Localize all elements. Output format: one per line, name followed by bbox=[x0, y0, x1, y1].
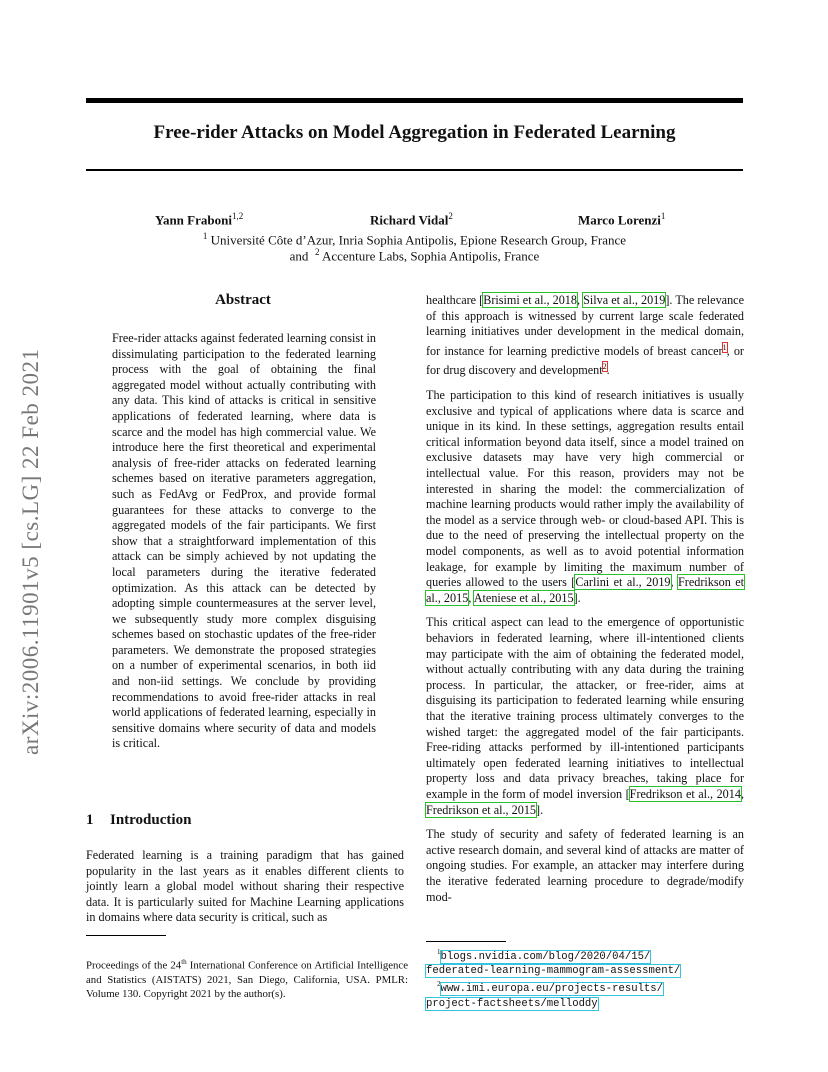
section-heading-introduction: 1 Introduction bbox=[86, 812, 192, 828]
footnote bbox=[426, 964, 746, 978]
proceedings-note: Proceedings of the 24th International Conference on Artificial Intelligence and Statistics (AISTATS) 2021, San Diego, California, USA. PMLR: Volume 130. Copyright 2021 by the author(s). bbox=[86, 958, 408, 1000]
citation-link[interactable]: Ateniese et al., 2015 bbox=[473, 590, 574, 605]
paragraph: This critical aspect can lead to the emergence of opportunistic behaviors in federated learning, where ill-intentioned clients may participate with the aim of obtaining the federated model, without actually contributing with any data during the training process. In particular, the attacker, or free-rider, aims at disguising its participation to federated learning while ensuring that the iterative training process ultimately converges to the wished target: the aggregated model of the fair participants. Free-riding attacks performed by ill-intentioned participants ultimately open federated learning initiatives to intellectual property loss and data privacy breaches, taking place for example in the form of model inversion [Fredrikson et al., 2014, Fredrikson et al., 2015]. bbox=[426, 615, 744, 817]
author-3: Marco Lorenzi$^1$ bbox=[578, 211, 666, 228]
abstract-text: Free-rider attacks against federated learning consist in dissimulating participation to the federated learning process with the goal of obtaining the final aggregated model without actually contributing with any data. This kind of attacks is critical in sensitive applications of federated learning, where data is scarce and the model has high commercial value. We introduce here the first theoretical and experimental analysis of free-rider attacks on federated learning schemes based on iterative parameters aggregation, such as FedAvg or FedProx, and provide formal guarantees for these attacks to converge to the aggregated models of the fair participants. We first show that a straightforward implementation of this attack can be simply achieved by not updating the local parameters during the iterative federated optimization. As this attack can be detected by adopting simple countermeasures at the server level, we subsequently study more complex disguising schemes based on stochastic updates of the free-rider parameters. We demonstrate the proposed strategies on a number of experimental scenarios, in both iid and non-iid settings. We conclude by providing recommendations to avoid free-rider attacks in real world applications of federated learning, especially in sensitive domains where security of data and models is critical. bbox=[112, 331, 376, 751]
footnote-link[interactable]: 2 bbox=[602, 362, 607, 372]
introduction-text: Federated learning is a training paradigm that has gained popularity in the last years as it enables different clients to jointly learn a global model without sharing their respective data. It is particularly suited for Machine Learning applications in domains where data security is critical, such as bbox=[86, 848, 404, 925]
paragraph: The participation to this kind of research initiatives is usually exclusive and typical of applications where data is scarce and unique in its kind. In these settings, aggregation results entail critical information beyond data itself, since a model trained on exclusive datasets may have very high commercial or intellectual value. For this reason, providers may not be interested in sharing the model: the commercialization of machine learning products would rather imply the availability of the model as a service through web- or cloud-based API. This is due to the need of preserving the intellectual property on the model components, as well as to avoid potential information leakage, for example by limiting the maximum number of queries allowed to the users [Carlini et al., 2019, Fredrikson et al., 2015, Ateniese et al., 2015]. bbox=[426, 388, 745, 605]
footnote: $^1$blogs.nvidia.com/blog/2020/04/15/ bbox=[437, 948, 651, 963]
abstract-heading: Abstract bbox=[215, 292, 271, 308]
footnote-rule-right bbox=[426, 941, 506, 942]
citation-link[interactable]: Fredrikson et al., 2015 bbox=[426, 802, 537, 817]
affiliation-line-1: $^1$ Université Côte d’Azur, Inria Sophia Antipolis, Epione Research Group, France bbox=[202, 231, 627, 248]
affiliation-line-2: and $^2$ Accenture Labs, Sophia Antipolis, France bbox=[289, 247, 540, 264]
citation-link[interactable]: Brisimi et al., 2018 bbox=[483, 293, 577, 307]
title-bottom-rule bbox=[86, 169, 743, 171]
footnote-url[interactable]: project-factsheets/melloddy bbox=[426, 997, 598, 1010]
citation-link[interactable]: Silva et al., 2019 bbox=[583, 293, 666, 307]
author-1: Yann Fraboni$^{1,2}$ bbox=[155, 211, 244, 228]
footnote-link[interactable]: 1 bbox=[722, 342, 727, 352]
right-column bbox=[426, 293, 744, 914]
paragraph: The study of security and safety of federated learning is an active research domain, and several kind of attacks are matter of ongoing studies. For example, an attacker may interfere during the iterative federated learning procedure to degrade/modify mod- bbox=[426, 827, 744, 904]
paragraph: healthcare [Brisimi et al., 2018, Silva et al., 2019]. The relevance of this approach is witnessed by current large scale federated learning initiatives under development in the medical domain, for instance for learning predictive models of breast cancer$^1$, or for drug discovery and development$^2$. bbox=[426, 293, 744, 378]
arxiv-stamp: arXiv:2006.11901v5 [cs.LG] 22 Feb 2021 bbox=[18, 348, 43, 755]
footnote: $^2$www.imi.europa.eu/projects-results/ bbox=[437, 980, 664, 996]
paper-title: Free-rider Attacks on Model Aggregation in Federated Learning bbox=[153, 122, 676, 143]
footnotes bbox=[426, 946, 746, 1011]
citation-link[interactable]: Fredrikson et al., 2014 bbox=[629, 786, 741, 801]
footnote bbox=[426, 997, 746, 1011]
footnote-url[interactable]: federated-learning-mammogram-assessment/ bbox=[426, 965, 681, 978]
citation-link[interactable]: Carlini et al., 2019 bbox=[575, 575, 671, 590]
footnote-url[interactable]: www.imi.europa.eu/projects-results/ bbox=[440, 983, 664, 996]
footnote-url[interactable]: blogs.nvidia.com/blog/2020/04/15/ bbox=[440, 950, 651, 963]
title-top-rule bbox=[86, 98, 743, 103]
citation-link[interactable]: Fredrikson et al., 2015 bbox=[426, 575, 745, 605]
footnote-rule-left bbox=[86, 935, 166, 936]
author-2: Richard Vidal$^2$ bbox=[370, 211, 453, 228]
